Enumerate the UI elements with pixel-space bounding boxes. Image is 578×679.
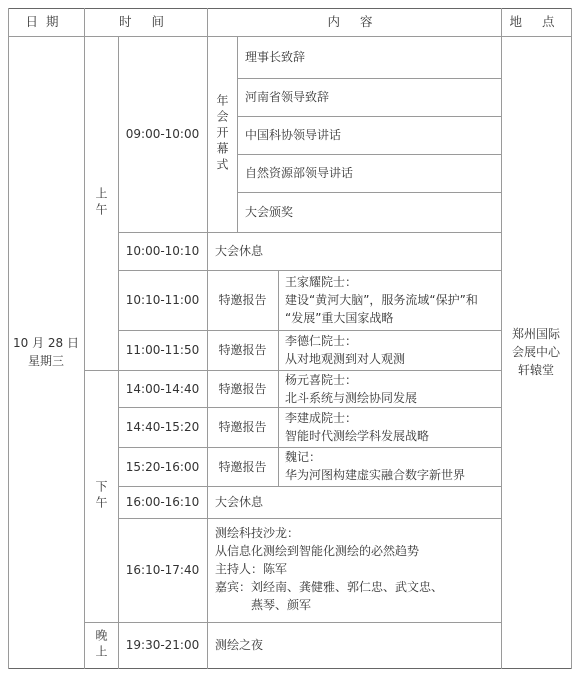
row-time: 16:10-17:40 xyxy=(125,563,200,577)
opening-label-divider xyxy=(237,36,238,232)
period-evening: 晚上 xyxy=(94,629,108,661)
row-time: 10:10-11:00 xyxy=(125,293,200,307)
location-line: 会展中心 xyxy=(511,345,560,359)
weekday-text: 星期三 xyxy=(27,354,64,368)
location-cell xyxy=(501,36,571,668)
row-type: 特邀报告 xyxy=(218,459,267,474)
opening-row-divider xyxy=(237,192,501,193)
opening-row-divider xyxy=(237,78,501,79)
row-type: 特邀报告 xyxy=(218,343,267,357)
row-title: 大会休息 xyxy=(215,495,264,509)
row-time: 15:20-16:00 xyxy=(125,459,200,474)
period-morning: 上午 xyxy=(94,187,108,219)
salon-detail: 测绘科技沙龙： 从信息化测绘到智能化测绘的必然趋势 主持人：陈军 嘉宾：刘经南、龚健雅、郭仁忠、武文忠、 燕琴、颜军 xyxy=(215,526,444,612)
row-time: 11:00-11:50 xyxy=(125,343,200,357)
opening-row-divider xyxy=(237,154,501,155)
row-time: 14:40-15:20 xyxy=(125,420,200,434)
row-time: 10:00-10:10 xyxy=(125,244,200,258)
location-line: 郑州国际 xyxy=(511,327,560,341)
opening-item: 大会颁奖 xyxy=(245,205,294,219)
opening-label: 年会开幕式 xyxy=(215,94,229,174)
date-text: 10 月 28 日 xyxy=(13,336,79,350)
table-bottom-border xyxy=(8,668,571,669)
report-type-divider xyxy=(278,270,279,486)
table-right-border xyxy=(571,8,572,669)
row-time: 14:00-14:40 xyxy=(125,381,200,396)
row-time: 19:30-21:00 xyxy=(125,638,200,652)
location-line: 轩辕堂 xyxy=(517,363,554,377)
header-date: 日期 xyxy=(25,14,67,29)
row-detail: 李德仁院士： 从对地观测到对人观测 xyxy=(285,334,406,366)
row-detail: 王家耀院士： 建设“黄河大脑”，服务流域“保护”和 “发展”重大国家战略 xyxy=(285,275,478,325)
date-cell xyxy=(8,36,84,668)
opening-item: 自然资源部领导讲话 xyxy=(245,166,354,180)
opening-item: 河南省领导致辞 xyxy=(245,90,330,104)
opening-item: 中国科协领导讲话 xyxy=(245,128,342,142)
row-detail: 杨元喜院士： 北斗系统与测绘协同发展 xyxy=(285,373,418,405)
period-afternoon: 下午 xyxy=(94,480,108,512)
opening-item: 理事长致辞 xyxy=(245,50,306,64)
row-detail: 魏记： 华为河图构建虚实融合数字新世界 xyxy=(285,450,466,482)
row-type: 特邀报告 xyxy=(218,381,267,396)
row-type: 特邀报告 xyxy=(218,420,267,434)
row-type: 特邀报告 xyxy=(218,293,267,307)
header-content: 内 容 xyxy=(327,14,381,29)
row-title: 大会休息 xyxy=(215,244,264,258)
header-time: 时 间 xyxy=(119,14,172,29)
row-detail: 李建成院士： 智能时代测绘学科发展战略 xyxy=(285,411,430,443)
row-time: 16:00-16:10 xyxy=(125,495,200,509)
header-location: 地 点 xyxy=(509,14,563,29)
row-title: 测绘之夜 xyxy=(215,638,264,652)
opening-time: 09:00-10:00 xyxy=(125,127,200,141)
opening-row-divider xyxy=(237,116,501,117)
